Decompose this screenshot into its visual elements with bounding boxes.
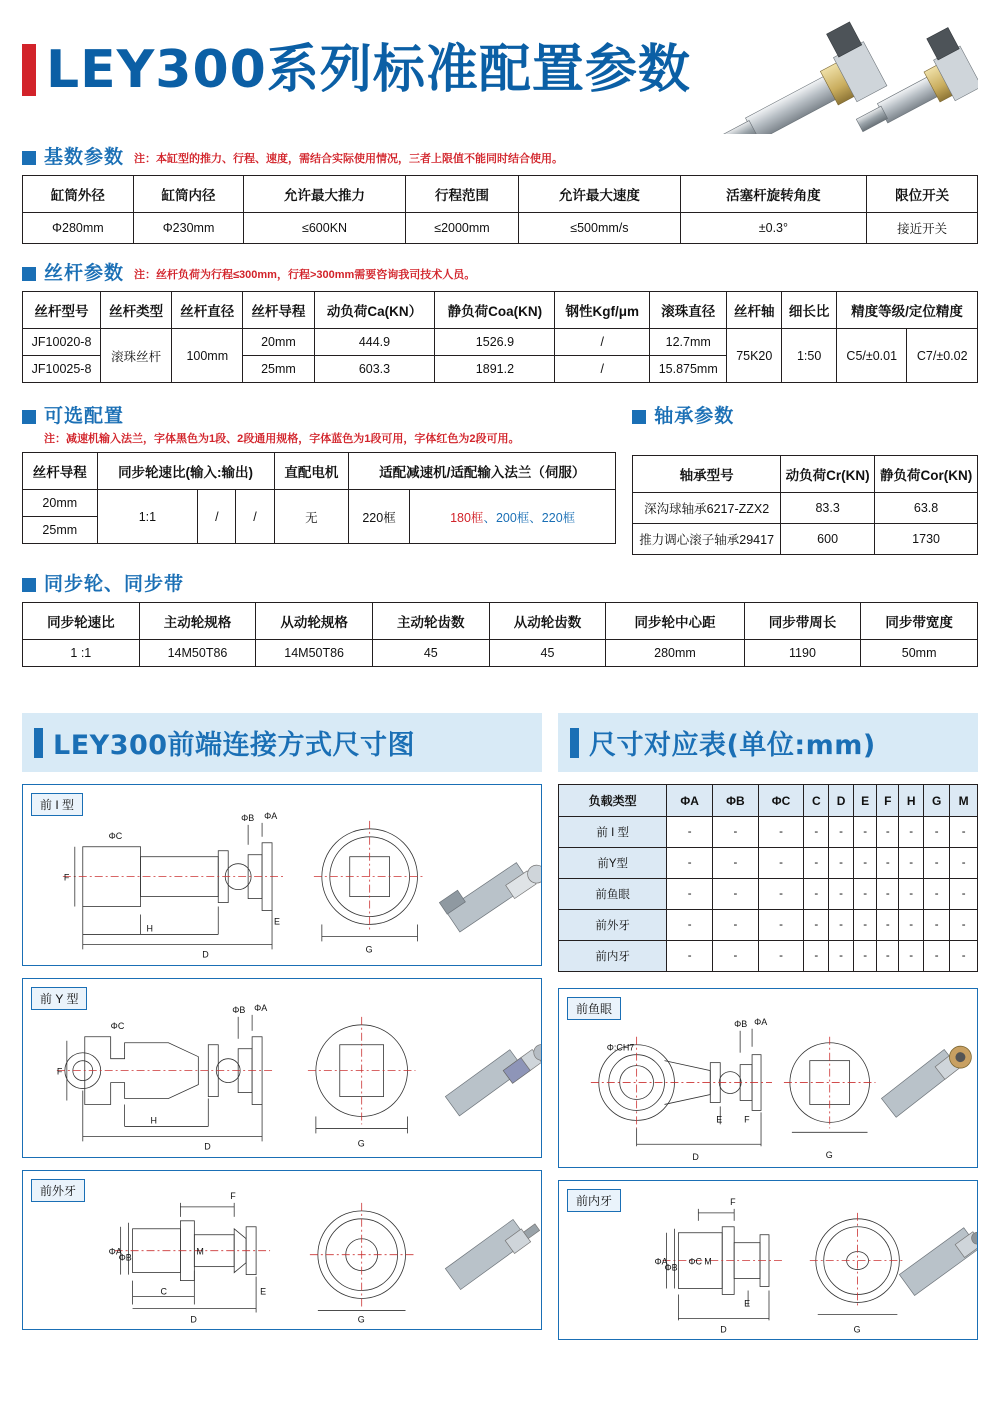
th-screw-type: 丝杆类型 <box>101 292 172 329</box>
cell-load-type: 前Y型 <box>559 848 667 879</box>
cell-d: - <box>829 848 854 879</box>
table-row <box>633 493 978 524</box>
lower-section <box>22 713 978 1352</box>
cell-f: - <box>877 848 899 879</box>
cell-screw-shaft: 75K20 <box>727 329 782 383</box>
label-h: H <box>146 923 153 934</box>
label-phi-c: ΦC <box>688 1256 702 1267</box>
th-screw-lead: 丝杆导程 <box>243 292 314 329</box>
label-f: F <box>56 1066 63 1077</box>
section-marker-icon <box>22 410 36 424</box>
band-dimension-table <box>558 713 978 772</box>
cell-m: - <box>950 879 978 910</box>
cell-max-thrust: ≤600KN <box>244 213 405 244</box>
th-max-speed: 允许最大速度 <box>519 176 680 213</box>
section-title-bearing: 轴承参数 <box>654 406 735 427</box>
th-driven-pulley: 从动轮规格 <box>256 603 373 640</box>
th-screw-model: 丝杆型号 <box>23 292 101 329</box>
label-g: G <box>357 1138 365 1149</box>
cell-static-load: 1891.2 <box>435 356 555 383</box>
cell-g: - <box>924 848 950 879</box>
cell-position-accuracy: C7/±0.02 <box>907 329 978 383</box>
cell-screw-lead: 20mm <box>243 329 314 356</box>
cell-screw-type: 滚珠丝杆 <box>101 329 172 383</box>
th-max-thrust: 允许最大推力 <box>244 176 405 213</box>
th-bearing-dynamic: 动负荷Cr(KN) <box>781 456 875 493</box>
th-reducer-flange: 适配减速机/适配输入法兰（伺服） <box>349 453 616 490</box>
label-f: F <box>230 1190 236 1201</box>
section-title-optional: 可选配置 <box>44 406 125 427</box>
cell-d: - <box>829 879 854 910</box>
cell-load-type: 前外牙 <box>559 910 667 941</box>
drawing-svg-front-y <box>23 979 541 1158</box>
page-title: LEY300系列标准配置参数 <box>46 40 691 100</box>
label-m: M <box>704 1256 712 1267</box>
label-phi-b: ΦB <box>664 1262 678 1273</box>
section-marker-icon <box>632 410 646 424</box>
label-g: G <box>365 944 373 955</box>
label-d: D <box>202 949 209 960</box>
cell-phi-b: - <box>713 910 759 941</box>
cell-max-speed: ≤500mm/s <box>519 213 680 244</box>
cell-e: - <box>853 910 876 941</box>
drawing-front-y-type <box>22 978 542 1158</box>
drawing-svg-front-internal <box>559 1181 977 1340</box>
drawing-svg-front-fisheye <box>559 989 977 1168</box>
th-h: H <box>899 785 924 817</box>
spacer <box>632 434 978 455</box>
th-static-load: 静负荷Coa(KN) <box>435 292 555 329</box>
optional-config-column <box>22 387 616 555</box>
label-phi-c: ΦC <box>110 1020 125 1031</box>
th-m: M <box>950 785 978 817</box>
band-drawings <box>22 713 542 772</box>
drawing-front-i-type <box>22 784 542 966</box>
table-belt-parameters <box>22 602 978 667</box>
cell-screw-lead: 20mm <box>23 490 98 517</box>
cell-f: - <box>877 879 899 910</box>
optional-and-bearing-block <box>22 387 978 555</box>
bearing-column <box>632 387 978 555</box>
page-header <box>22 0 978 128</box>
cell-slenderness: 1:50 <box>782 329 837 383</box>
th-cylinder-id: 缸筒内径 <box>133 176 244 213</box>
table-row <box>633 524 978 555</box>
cell-phi-b: - <box>713 848 759 879</box>
cell-phi-c: - <box>758 848 804 879</box>
label-phi-b: ΦB <box>734 1018 748 1029</box>
band-title-drawings: LEY300前端连接方式尺寸图 <box>53 730 416 761</box>
label-phi-a: ΦA <box>108 1246 122 1257</box>
cell-ball-diameter: 12.7mm <box>650 329 727 356</box>
cell-rod-rotation: ±0.3° <box>680 213 867 244</box>
product-photo <box>678 4 978 134</box>
cell-phi-a: - <box>667 910 713 941</box>
label-phi-b: ΦB <box>232 1004 246 1015</box>
th-ball-diameter: 滚珠直径 <box>650 292 727 329</box>
section-marker-icon <box>22 151 36 165</box>
table-header-row <box>23 453 616 490</box>
table-screw-parameters <box>22 291 978 383</box>
drawing-tag: 前鱼眼 <box>567 997 621 1020</box>
th-phi-a: ΦA <box>667 785 713 817</box>
th-screw-shaft: 丝杆轴 <box>727 292 782 329</box>
cell-phi-c: - <box>758 941 804 972</box>
table-header-row <box>23 603 978 640</box>
cell-phi-c: - <box>758 817 804 848</box>
cell-stroke-range: ≤2000mm <box>405 213 519 244</box>
cell-phi-c: - <box>758 910 804 941</box>
cell-driven-pulley: 14M50T86 <box>256 640 373 667</box>
cell-ball-diameter: 15.875mm <box>650 356 727 383</box>
table-row <box>23 490 616 517</box>
cell-belt-width: 50mm <box>861 640 978 667</box>
cell-ratio-in: / <box>198 490 236 544</box>
cell-bearing-model: 深沟球轴承6217-ZZX2 <box>633 493 781 524</box>
table-row <box>559 941 978 972</box>
drawing-tag: 前 Y 型 <box>31 987 87 1010</box>
section-header-optional <box>22 401 616 428</box>
flange-option-red: 180框 <box>450 510 484 525</box>
cell-m: - <box>950 848 978 879</box>
cell-h: - <box>899 879 924 910</box>
cell-m: - <box>950 941 978 972</box>
cell-d: - <box>829 817 854 848</box>
cell-cylinder-od: Φ280mm <box>23 213 134 244</box>
table-row <box>559 817 978 848</box>
label-f: F <box>744 1114 750 1125</box>
label-d: D <box>720 1324 727 1335</box>
table-row <box>23 213 978 244</box>
drawing-tag: 前外牙 <box>31 1179 85 1202</box>
cell-phi-b: - <box>713 879 759 910</box>
section-header-belt <box>22 569 978 596</box>
cell-grade: C5/±0.01 <box>837 329 907 383</box>
cell-bearing-model: 推力调心滚子轴承29417 <box>633 524 781 555</box>
th-slenderness: 细长比 <box>782 292 837 329</box>
label-phi-b: ΦB <box>241 812 255 823</box>
cell-e: - <box>853 941 876 972</box>
cell-f: - <box>877 910 899 941</box>
cell-rigidity: / <box>555 329 650 356</box>
cell-center-distance: 280mm <box>606 640 744 667</box>
th-dynamic-load: 动负荷Ca(KN） <box>314 292 435 329</box>
drawing-front-internal-thread <box>558 1180 978 1340</box>
drawing-svg-front-i <box>23 785 541 966</box>
cell-e: - <box>853 848 876 879</box>
th-pulley-ratio: 同步轮速比(输入:输出) <box>97 453 274 490</box>
section-title-belt: 同步轮、同步带 <box>44 574 185 595</box>
cell-phi-a: - <box>667 848 713 879</box>
table-dimensions <box>558 784 978 972</box>
label-e: E <box>716 1114 723 1125</box>
cell-e: - <box>853 817 876 848</box>
drawing-front-fisheye <box>558 988 978 1168</box>
table-base-parameters <box>22 175 978 244</box>
cell-g: - <box>924 941 950 972</box>
cell-c: - <box>804 817 829 848</box>
label-c: C <box>160 1286 167 1297</box>
drawing-svg-front-external <box>23 1171 541 1330</box>
drawing-front-external-thread <box>22 1170 542 1330</box>
drawings-column <box>22 713 542 1352</box>
cell-belt-ratio: 1 :1 <box>23 640 140 667</box>
flange-option-blue: 、200框、220框 <box>483 510 576 525</box>
cell-phi-a: - <box>667 879 713 910</box>
table-bearing-parameters <box>632 455 978 555</box>
cell-rigidity: / <box>555 356 650 383</box>
cell-f: - <box>877 817 899 848</box>
drawing-tag: 前内牙 <box>567 1189 621 1212</box>
label-e: E <box>744 1298 751 1309</box>
cell-load-type: 前 I 型 <box>559 817 667 848</box>
th-bearing-static: 静负荷Cor(KN) <box>875 456 978 493</box>
label-e: E <box>274 916 281 927</box>
cell-bearing-dynamic: 83.3 <box>781 493 875 524</box>
label-g: G <box>853 1324 861 1335</box>
table-header-row <box>23 292 978 329</box>
title-accent-bar <box>22 44 36 96</box>
th-direct-motor: 直配电机 <box>274 453 349 490</box>
label-g: G <box>357 1314 365 1325</box>
cell-g: - <box>924 879 950 910</box>
label-h: H <box>150 1115 157 1126</box>
cell-h: - <box>899 941 924 972</box>
cell-drive-pulley: 14M50T86 <box>139 640 256 667</box>
label-d: D <box>204 1141 211 1152</box>
th-f: F <box>877 785 899 817</box>
band-title-dimension: 尺寸对应表(单位:mm) <box>589 730 876 761</box>
label-phi-c: ΦC <box>108 830 123 841</box>
section-header-base <box>22 142 978 169</box>
th-center-distance: 同步轮中心距 <box>606 603 744 640</box>
table-header-row <box>23 176 978 213</box>
cell-screw-model: JF10025-8 <box>23 356 101 383</box>
section-title-base: 基数参数 <box>44 147 125 168</box>
th-rigidity: 钢性Kgf/μm <box>555 292 650 329</box>
cell-dynamic-load: 444.9 <box>314 329 435 356</box>
cell-screw-model: JF10020-8 <box>23 329 101 356</box>
table-row <box>559 910 978 941</box>
th-belt-ratio: 同步轮速比 <box>23 603 140 640</box>
cell-f: - <box>877 941 899 972</box>
section-title-screw: 丝杆参数 <box>44 263 125 284</box>
section-marker-icon <box>22 578 36 592</box>
cell-dynamic-load: 603.3 <box>314 356 435 383</box>
table-row <box>559 848 978 879</box>
label-e: E <box>260 1286 267 1297</box>
th-drive-teeth: 主动轮齿数 <box>372 603 489 640</box>
cell-ratio-out: / <box>236 490 274 544</box>
label-phi-b: ΦB <box>118 1252 132 1263</box>
cell-driven-teeth: 45 <box>489 640 606 667</box>
th-c: C <box>804 785 829 817</box>
th-bearing-model: 轴承型号 <box>633 456 781 493</box>
label-phi-a: ΦA <box>754 1016 768 1027</box>
label-g: G <box>825 1150 833 1161</box>
th-rod-rotation: 活塞杆旋转角度 <box>680 176 867 213</box>
th-belt-width: 同步带宽度 <box>861 603 978 640</box>
drawing-tag: 前 I 型 <box>31 793 83 816</box>
th-e: E <box>853 785 876 817</box>
cell-h: - <box>899 848 924 879</box>
cell-drive-teeth: 45 <box>372 640 489 667</box>
section-note-screw: 注：丝杆负荷为行程≤300mm，行程>300mm需要咨询我司技术人员。 <box>134 269 476 281</box>
cell-load-type: 前内牙 <box>559 941 667 972</box>
cell-flange-options <box>409 490 615 544</box>
th-cylinder-od: 缸筒外径 <box>23 176 134 213</box>
table-row <box>23 640 978 667</box>
cell-direct-motor: 无 <box>274 490 349 544</box>
cell-m: - <box>950 817 978 848</box>
th-limit-switch: 限位开关 <box>867 176 978 213</box>
table-row <box>559 879 978 910</box>
th-phi-c: ΦC <box>758 785 804 817</box>
table-optional-config <box>22 452 616 544</box>
cell-cylinder-id: Φ230mm <box>133 213 244 244</box>
th-belt-length: 同步带周长 <box>744 603 861 640</box>
cell-screw-lead: 25mm <box>243 356 314 383</box>
cell-ratio: 1:1 <box>97 490 198 544</box>
cell-load-type: 前鱼眼 <box>559 879 667 910</box>
cell-h: - <box>899 817 924 848</box>
cell-phi-a: - <box>667 941 713 972</box>
cell-bearing-dynamic: 600 <box>781 524 875 555</box>
cell-phi-b: - <box>713 941 759 972</box>
th-accuracy: 精度等级/定位精度 <box>837 292 978 329</box>
dimension-column <box>558 713 978 1352</box>
cell-screw-lead: 25mm <box>23 517 98 544</box>
cell-phi-b: - <box>713 817 759 848</box>
table-header-row <box>559 785 978 817</box>
band-accent-bar <box>570 728 579 758</box>
cell-c: - <box>804 879 829 910</box>
band-accent-bar <box>34 728 43 758</box>
cell-c: - <box>804 910 829 941</box>
th-d: D <box>829 785 854 817</box>
label-f: F <box>63 872 70 883</box>
table-row <box>23 329 978 356</box>
label-f: F <box>730 1196 736 1207</box>
th-load-type: 负载类型 <box>559 785 667 817</box>
cell-m: - <box>950 910 978 941</box>
th-screw-diameter: 丝杆直径 <box>172 292 243 329</box>
section-note-optional: 注：减速机输入法兰，字体黑色为1段、2段通用规格，字体蓝色为1段可用，字体红色为2段可用。 <box>44 433 520 445</box>
cell-d: - <box>829 941 854 972</box>
cell-bearing-static: 63.8 <box>875 493 978 524</box>
th-driven-teeth: 从动轮齿数 <box>489 603 606 640</box>
label-phi-a: ΦA <box>654 1256 668 1267</box>
label-phi-ch7: Φ:CH7 <box>606 1042 635 1053</box>
cell-phi-c: - <box>758 879 804 910</box>
th-drive-pulley: 主动轮规格 <box>139 603 256 640</box>
cell-g: - <box>924 910 950 941</box>
cell-belt-length: 1190 <box>744 640 861 667</box>
cell-c: - <box>804 848 829 879</box>
label-d: D <box>692 1152 699 1163</box>
cell-screw-diameter: 100mm <box>172 329 243 383</box>
cell-e: - <box>853 879 876 910</box>
cell-d: - <box>829 910 854 941</box>
cell-c: - <box>804 941 829 972</box>
section-header-bearing <box>632 401 978 428</box>
cell-g: - <box>924 817 950 848</box>
label-d: D <box>190 1314 197 1325</box>
section-marker-icon <box>22 267 36 281</box>
cell-limit-switch: 接近开关 <box>867 213 978 244</box>
cell-h: - <box>899 910 924 941</box>
cell-motor-frame: 220框 <box>349 490 410 544</box>
table-header-row <box>633 456 978 493</box>
th-phi-b: ΦB <box>713 785 759 817</box>
label-phi-a: ΦA <box>254 1002 268 1013</box>
th-screw-lead: 丝杆导程 <box>23 453 98 490</box>
label-m: M <box>196 1246 204 1257</box>
cell-static-load: 1526.9 <box>435 329 555 356</box>
label-phi-a: ΦA <box>264 810 278 821</box>
section-header-screw <box>22 258 978 285</box>
cell-phi-a: - <box>667 817 713 848</box>
cell-bearing-static: 1730 <box>875 524 978 555</box>
th-stroke-range: 行程范围 <box>405 176 519 213</box>
section-note-base: 注：本缸型的推力、行程、速度，需结合实际使用情况，三者上限值不能同时结合使用。 <box>134 153 564 165</box>
th-g: G <box>924 785 950 817</box>
